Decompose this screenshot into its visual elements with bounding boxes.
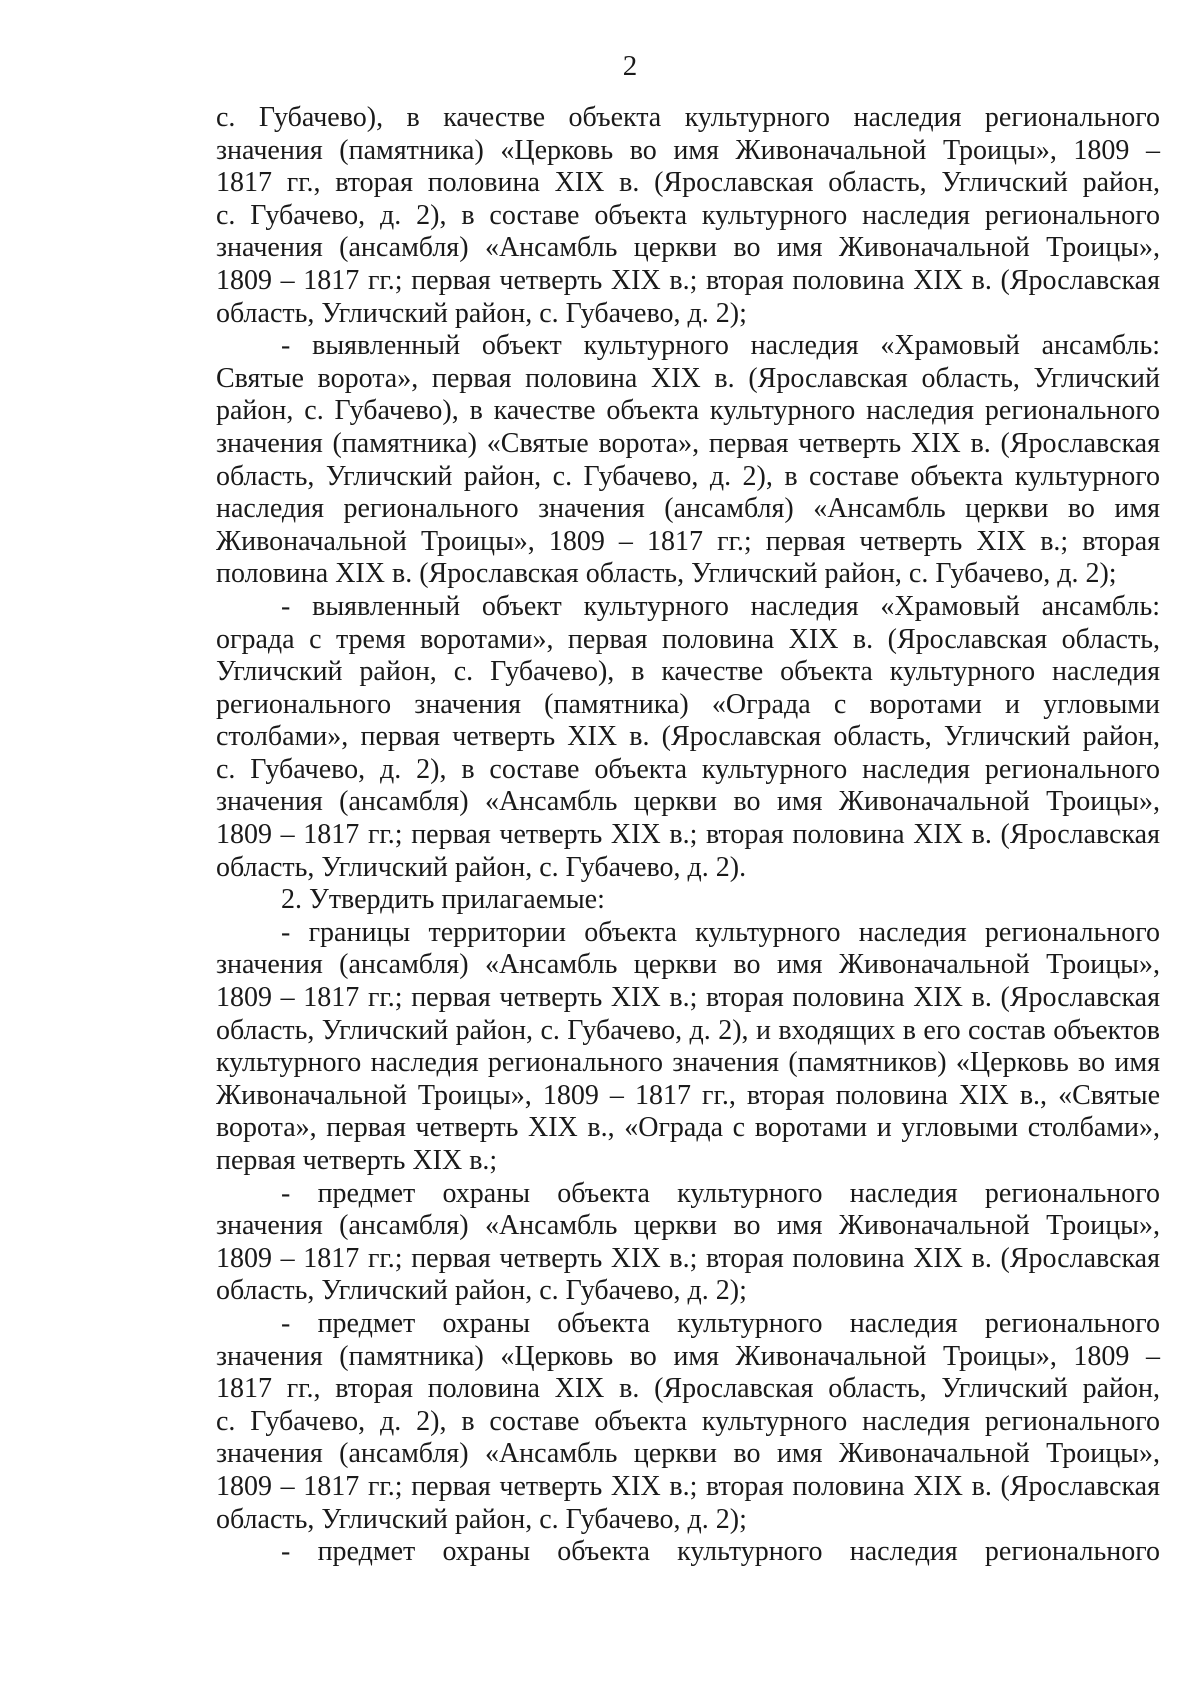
text-line: значения (ансамбля) «Ансамбль церкви во имя Живоначальной Троицы», bbox=[216, 786, 1160, 818]
text-line: Живоначальной Троицы», 1809 – 1817 гг., вторая половина XIX в., «Святые bbox=[216, 1079, 1160, 1111]
text-line: культурного наследия регионального значения (памятников) «Церковь во имя bbox=[216, 1047, 1160, 1079]
text-line: 1817 гг., вторая половина XIX в. (Ярославская область, Угличский район, bbox=[216, 167, 1160, 199]
text-line: область, Угличский район, с. Губачево, д. 2); bbox=[216, 1503, 747, 1535]
list-item-line: - предмет охраны объекта культурного наследия регионального bbox=[281, 1307, 1160, 1339]
text-line: область, Угличский район, с. Губачево, д. 2), и входящих в его состав объектов bbox=[216, 1014, 1160, 1046]
text-line: Угличский район, с. Губачево), в качестве объекта культурного наследия bbox=[216, 656, 1160, 688]
text-line: ворота», первая четверть XIX в., «Ограда с воротами и угловыми столбами», bbox=[216, 1112, 1160, 1144]
text-line: область, Угличский район, с. Губачево, д. 2); bbox=[216, 297, 747, 329]
text-line: ограда с тремя воротами», первая половина XIX в. (Ярославская область, bbox=[216, 623, 1160, 655]
text-line: область, Угличский район, с. Губачево, д. 2), в составе объекта культурного bbox=[216, 460, 1160, 492]
text-line: первая четверть XIX в.; bbox=[216, 1145, 498, 1176]
list-item-line: - выявленный объект культурного наследия «Храмовый ансамбль: bbox=[281, 590, 1160, 622]
text-line: половина XIX в. (Ярославская область, Угличский район, с. Губачево, д. 2); bbox=[216, 558, 1117, 590]
text-line: с. Губачево, д. 2), в составе объекта культурного наследия регионального bbox=[216, 1405, 1160, 1437]
text-line: значения (ансамбля) «Ансамбль церкви во имя Живоначальной Троицы», bbox=[216, 1438, 1160, 1470]
text-line: значения (ансамбля) «Ансамбль церкви во имя Живоначальной Троицы», bbox=[216, 232, 1160, 264]
list-item-line: - предмет охраны объекта культурного наследия регионального bbox=[281, 1536, 1160, 1568]
text-line: с. Губачево, д. 2), в составе объекта культурного наследия регионального bbox=[216, 753, 1160, 785]
text-line: 1809 – 1817 гг.; первая четверть XIX в.; вторая половина XIX в. (Ярославская bbox=[216, 264, 1160, 296]
text-line: значения (памятника) «Церковь во имя Живоначальной Троицы», 1809 – bbox=[216, 1340, 1160, 1372]
text-line: регионального значения (памятника) «Ограда с воротами и угловыми bbox=[216, 688, 1160, 720]
text-line: 1809 – 1817 гг.; первая четверть XIX в.; вторая половина XIX в. (Ярославская bbox=[216, 1470, 1160, 1502]
text-line: Живоначальной Троицы», 1809 – 1817 гг.; первая четверть XIX в.; вторая bbox=[216, 525, 1160, 557]
document-body bbox=[216, 102, 1160, 1569]
text-line: 1809 – 1817 гг.; первая четверть XIX в.; вторая половина XIX в. (Ярославская bbox=[216, 982, 1160, 1014]
page-number: 2 bbox=[622, 50, 638, 82]
text-line: 1809 – 1817 гг.; первая четверть XIX в.; вторая половина XIX в. (Ярославская bbox=[216, 1242, 1160, 1274]
text-line: с. Губачево), в качестве объекта культурного наследия регионального bbox=[216, 102, 1160, 133]
section-heading-line: 2. Утвердить прилагаемые: bbox=[281, 884, 605, 916]
text-line: область, Угличский район, с. Губачево, д. 2). bbox=[216, 851, 747, 883]
text-line: район, с. Губачево), в качестве объекта культурного наследия регионального bbox=[216, 395, 1160, 427]
list-item-line: - выявленный объект культурного наследия «Храмовый ансамбль: bbox=[281, 330, 1160, 362]
text-line: значения (памятника) «Святые ворота», первая четверть XIX в. (Ярославская bbox=[216, 427, 1160, 459]
list-item-line: - предмет охраны объекта культурного наследия регионального bbox=[281, 1177, 1160, 1209]
list-item-line: - границы территории объекта культурного наследия регионального bbox=[281, 916, 1160, 948]
text-line: значения (ансамбля) «Ансамбль церкви во имя Живоначальной Троицы», bbox=[216, 949, 1160, 981]
text-line: с. Губачево, д. 2), в составе объекта культурного наследия регионального bbox=[216, 199, 1160, 231]
text-line: наследия регионального значения (ансамбля) «Ансамбль церкви во имя bbox=[216, 493, 1160, 525]
text-line: столбами», первая четверть XIX в. (Ярославская область, Угличский район, bbox=[216, 721, 1160, 753]
text-line: 1817 гг., вторая половина XIX в. (Ярославская область, Угличский район, bbox=[216, 1373, 1160, 1405]
text-line: 1809 – 1817 гг.; первая четверть XIX в.; вторая половина XIX в. (Ярославская bbox=[216, 819, 1160, 851]
text-line: значения (памятника) «Церковь во имя Живоначальной Троицы», 1809 – bbox=[216, 134, 1160, 166]
text-line: значения (ансамбля) «Ансамбль церкви во имя Живоначальной Троицы», bbox=[216, 1210, 1160, 1242]
text-line: Святые ворота», первая половина XIX в. (Ярославская область, Угличский bbox=[216, 362, 1160, 394]
text-line: область, Угличский район, с. Губачево, д. 2); bbox=[216, 1275, 747, 1307]
